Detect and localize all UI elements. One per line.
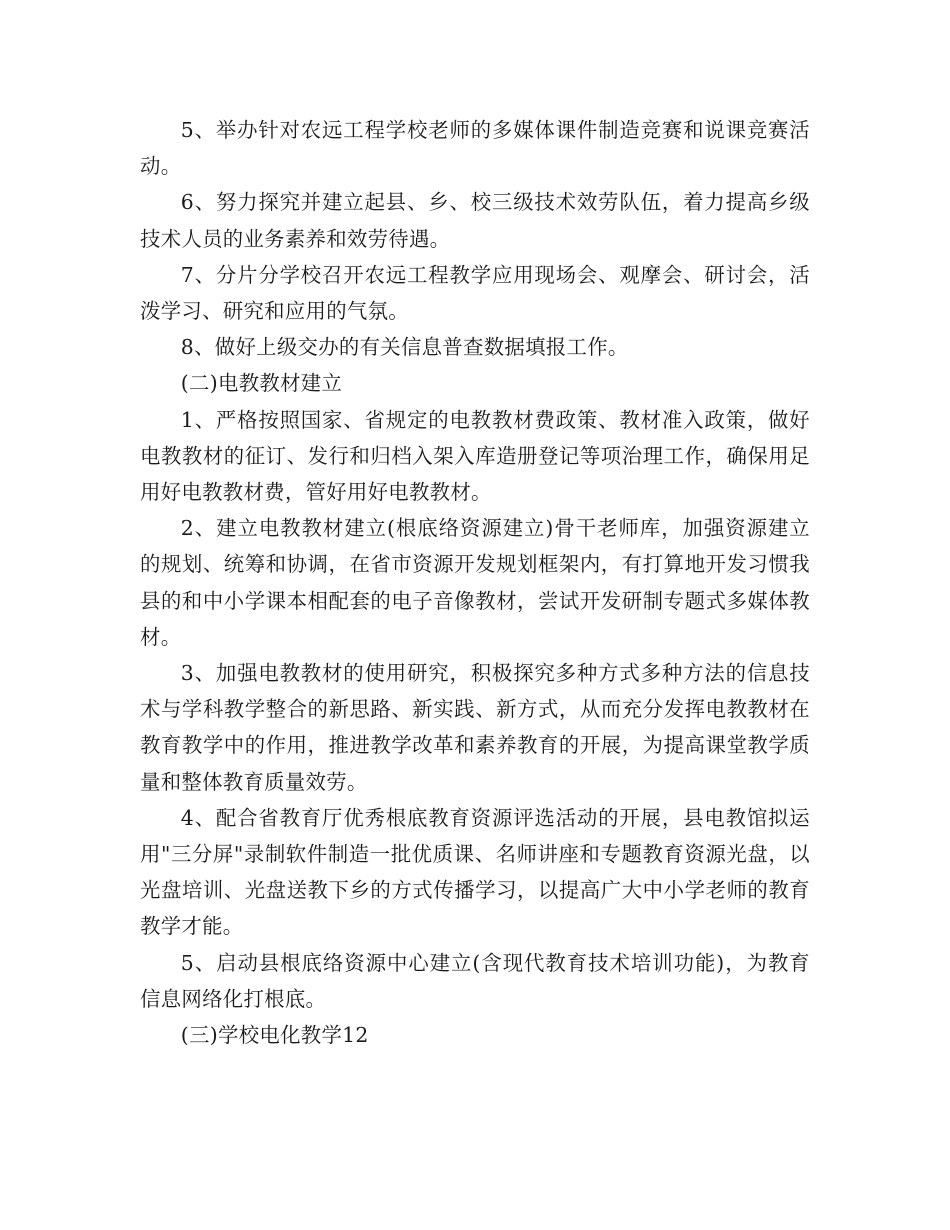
paragraph-onsite-meetings: 7、分片分学校召开农远工程教学应用现场会、观摩会、研讨会，活泼学习、研究和应用的气氛。 [140, 262, 810, 324]
paragraph-teacher-pool: 2、建立电教教材建立(根底络资源建立)骨干老师库，加强资源建立的规划、统筹和协调，在省市资源开发规划框架内，有打算地开发习惯我县的和中小学课本相配套的电子音像教材，尝试开发研制专题式多媒体教材。 [140, 516, 810, 649]
paragraph-service-team: 6、努力探究并建立起县、乡、校三级技术效劳队伍，着力提高乡级技术人员的业务素养和效劳待遇。 [140, 190, 810, 251]
document-body [140, 112, 810, 1053]
paragraph-resource-center: 5、启动县根底络资源中心建立(含现代教育技术培训功能)，为教育信息网络化打根底。 [140, 950, 810, 1011]
section-heading-school-teaching: (三)学校电化教学12 [180, 1023, 369, 1048]
paragraph-materials-policy: 1、严格按照国家、省规定的电教教材费政策、教材准入政策，做好电教教材的征订、发行和归档入架入库造册登记等项治理工作，确保用足用好电教教材费，管好用好电教教材。 [140, 407, 810, 505]
paragraph-usage-research: 3、加强电教教材的使用研究，积极探究多种方式多种方法的信息技术与学科教学整合的新思路、新实践、新方式，从而充分发挥电教教材在教育教学中的作用，推进教学改革和素养教育的开展，为提高课堂教学质量和整体教育质量效劳。 [140, 661, 810, 794]
paragraph-resource-evaluation: 4、配合省教育厅优秀根底教育资源评选活动的开展，县电教馆拟运用"三分屏"录制软件制造一批优质课、名师讲座和专题教育资源光盘，以光盘培训、光盘送教下乡的方式传播学习，以提高广大中小学老师的教育教学才能。 [140, 805, 810, 939]
section-heading-materials: (二)电教教材建立 [180, 371, 343, 396]
paragraph-data-reporting: 8、做好上级交办的有关信息普查数据填报工作。 [180, 335, 629, 360]
paragraph-contest-activity: 5、举办针对农远工程学校老师的多媒体课件制造竞赛和说课竞赛活动。 [140, 118, 810, 179]
